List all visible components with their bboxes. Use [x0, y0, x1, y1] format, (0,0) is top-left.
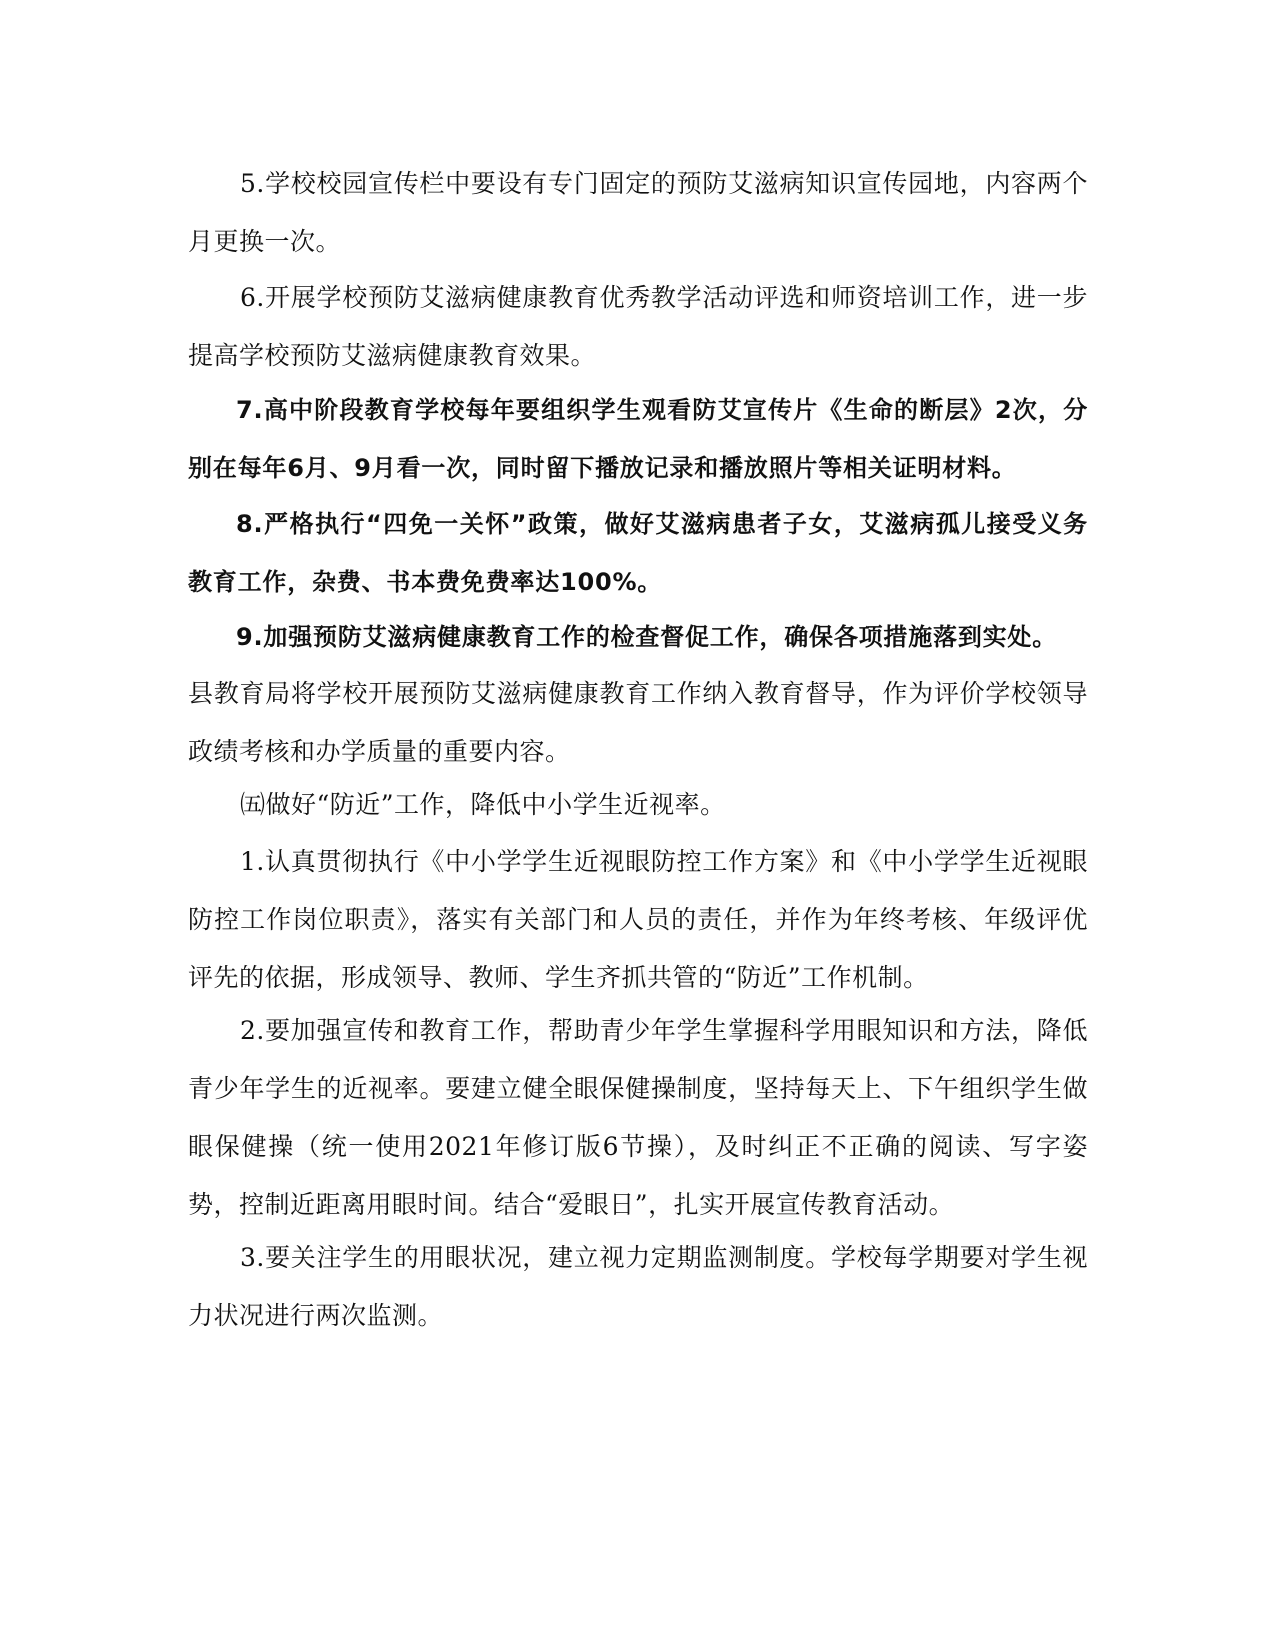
section-heading-5: ㈤做好“防近”工作，降低中小学生近视率。 — [240, 790, 726, 819]
paragraph-item-1: 1.认真贯彻执行《中小学学生近视眼防控工作方案》和《中小学学生近视眼防控工作岗位职责》，落实有关部门和人员的责任，并作为年终考核、年级评优评先的依据，形成领导、教师、学生齐抓共管的“防近”工作机制。 — [188, 847, 1088, 992]
paragraph-item-9: 9.加强预防艾滋病健康教育工作的检查督促工作，确保各项措施落到实处。 — [236, 623, 1058, 651]
paragraph-item-3: 3.要关注学生的用眼状况，建立视力定期监测制度。学校每学期要对学生视力状况进行两次监测。 — [188, 1243, 1088, 1330]
paragraph-item-2: 2.要加强宣传和教育工作，帮助青少年学生掌握科学用眼知识和方法，降低青少年学生的近视率。要建立健全眼保健操制度，坚持每天上、下午组织学生做眼保健操（统一使用2021年修订版6节操），及时纠正不正确的阅读、写字姿势，控制近距离用眼时间。结合“爱眼日”，扎实开展宣传教育活动。 — [188, 1016, 1088, 1219]
paragraph-item-7: 7.高中阶段教育学校每年要组织学生观看防艾宣传片《生命的断层》2次，分别在每年6月、9月看一次，同时留下播放记录和播放照片等相关证明材料。 — [188, 396, 1088, 482]
paragraph-supervision: 县教育局将学校开展预防艾滋病健康教育工作纳入教育督导，作为评价学校领导政绩考核和办学质量的重要内容。 — [188, 679, 1088, 766]
paragraph-item-6: 6.开展学校预防艾滋病健康教育优秀教学活动评选和师资培训工作，进一步提高学校预防艾滋病健康教育效果。 — [188, 283, 1088, 370]
paragraph-item-5: 5.学校校园宣传栏中要设有专门固定的预防艾滋病知识宣传园地，内容两个月更换一次。 — [188, 169, 1088, 256]
paragraph-item-8: 8.严格执行“四免一关怀”政策，做好艾滋病患者子女，艾滋病孤儿接受义务教育工作，杂费、书本费免费率达100%。 — [188, 510, 1088, 596]
